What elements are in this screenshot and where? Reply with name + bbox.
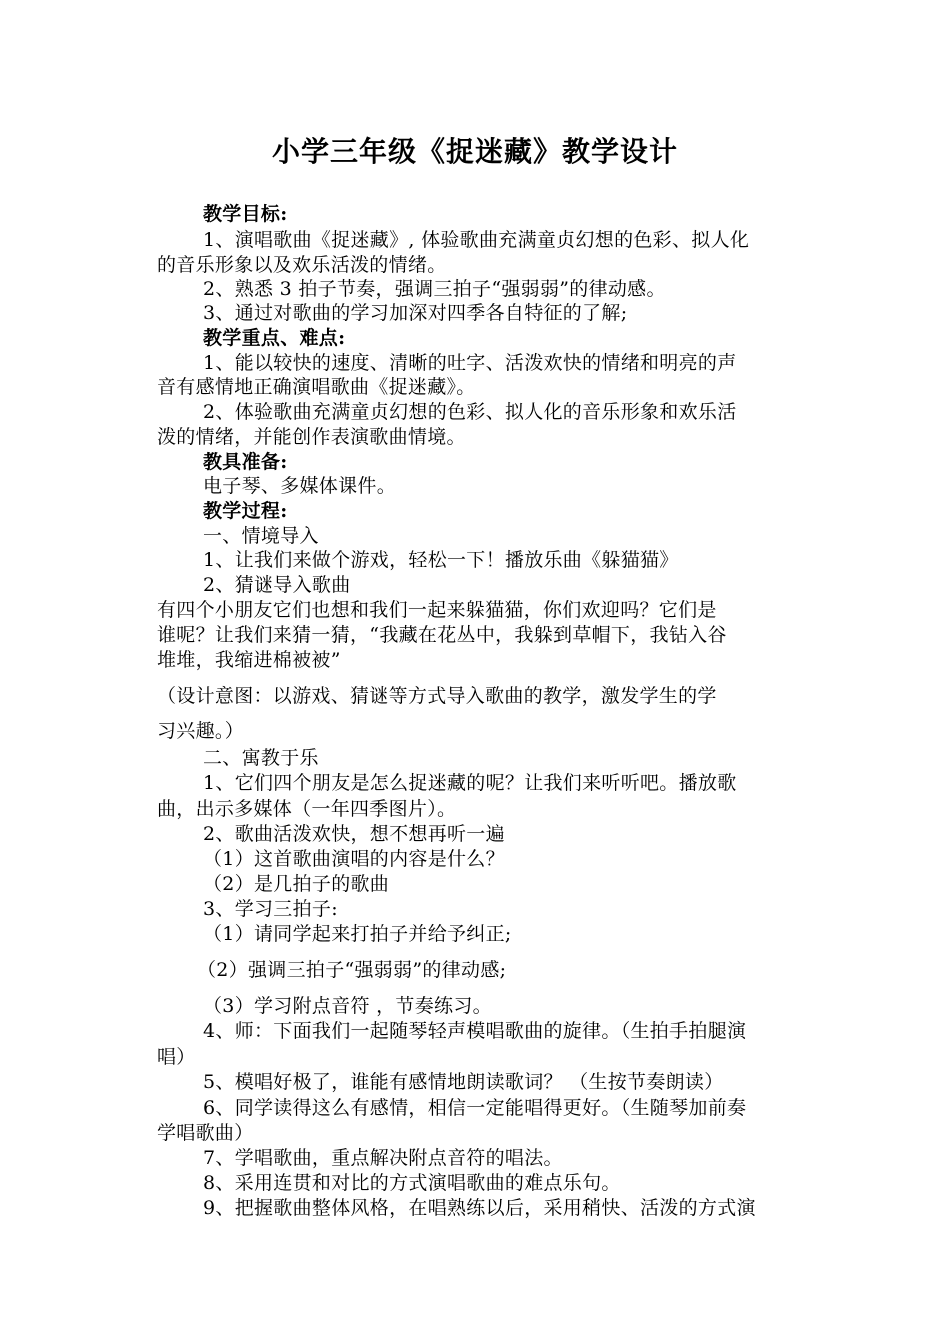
heading-process: 教学过程: xyxy=(203,500,288,522)
text-line: 6、同学读得这么有感情，相信一定能唱得更好。（生随琴加前奏 xyxy=(203,1097,747,1119)
text-line: 1、它们四个朋友是怎么捉迷藏的呢？让我们来听听吧。播放歌 xyxy=(203,772,737,794)
text-line: 3、通过对歌曲的学习加深对四季各自特征的了解; xyxy=(203,302,628,324)
text-line: 音有感情地正确演唱歌曲《捉迷藏》。 xyxy=(157,376,476,398)
text-line: 2、歌曲活泼欢快，想不想再听一遍 xyxy=(203,823,505,845)
text-line: 5、模唱好极了，谁能有感情地朗读歌词？ （生按节奏朗读） xyxy=(203,1071,724,1093)
page-title: 小学三年级《捉迷藏》教学设计 xyxy=(271,135,678,168)
text-line: （2）强调三拍子“强弱弱”的律动感; xyxy=(197,959,507,981)
text-line: 3、学习三拍子: xyxy=(203,898,338,920)
text-line: 习兴趣。） xyxy=(157,720,245,742)
text-line: 2、熟悉 3 拍子节奏，强调三拍子“强弱弱”的律动感。 xyxy=(203,278,666,300)
heading-objectives: 教学目标: xyxy=(203,203,288,225)
text-line: 1、能以较快的速度、清晰的吐字、活泼欢快的情绪和明亮的声 xyxy=(203,352,737,374)
text-line: 2、体验歌曲充满童贞幻想的色彩、拟人化的音乐形象和欢乐活 xyxy=(203,401,737,423)
text-line: 堆堆，我缩进棉被被” xyxy=(157,649,341,671)
text-line: 1、演唱歌曲《捉迷藏》, 体验歌曲充满童贞幻想的色彩、拟人化 xyxy=(203,229,750,251)
text-line: 电子琴、多媒体课件。 xyxy=(203,475,397,497)
text-line: 8、采用连贯和对比的方式演唱歌曲的难点乐句。 xyxy=(203,1172,621,1194)
text-line: 9、把握歌曲整体风格，在唱熟练以后，采用稍快、活泼的方式演 xyxy=(203,1197,756,1219)
text-line: （1）请同学起来打拍子并给予纠正; xyxy=(203,923,512,945)
text-line: 2、猜谜导入歌曲 xyxy=(203,574,351,596)
section-heading: 一、情境导入 xyxy=(203,525,319,547)
heading-key-points: 教学重点、难点: xyxy=(203,327,346,349)
text-line: （3）学习附点音符 ，节奏练习。 xyxy=(203,995,492,1017)
text-line: 学唱歌曲） xyxy=(157,1122,254,1144)
section-heading: 二、寓教于乐 xyxy=(203,747,319,769)
text-line: 泼的情绪，并能创作表演歌曲情境。 xyxy=(157,426,466,448)
text-line: 7、学唱歌曲，重点解决附点音符的唱法。 xyxy=(203,1147,563,1169)
heading-materials: 教具准备: xyxy=(203,451,288,473)
text-line: （设计意图：以游戏、猜谜等方式导入歌曲的教学，激发学生的学 xyxy=(157,685,717,707)
text-line: （1）这首歌曲演唱的内容是什么？ xyxy=(203,848,505,870)
text-line: 的音乐形象以及欢乐活泼的情绪。 xyxy=(157,254,447,276)
text-line: 谁呢？让我们来猜一猜，“我藏在花丛中，我躲到草帽下，我钻入谷 xyxy=(157,624,727,646)
text-line: 曲，出示多媒体（一年四季图片）。 xyxy=(157,798,457,820)
text-line: 1、让我们来做个游戏，轻松一下！播放乐曲《躲猫猫》 xyxy=(203,549,679,571)
text-line: 4、师：下面我们一起随琴轻声模唱歌曲的旋律。（生拍手拍腿演 xyxy=(203,1020,747,1042)
text-line: （2）是几拍子的歌曲 xyxy=(203,873,390,895)
text-line: 有四个小朋友它们也想和我们一起来躲猫猫，你们欢迎吗？它们是 xyxy=(157,599,717,621)
text-line: 唱） xyxy=(157,1046,196,1068)
